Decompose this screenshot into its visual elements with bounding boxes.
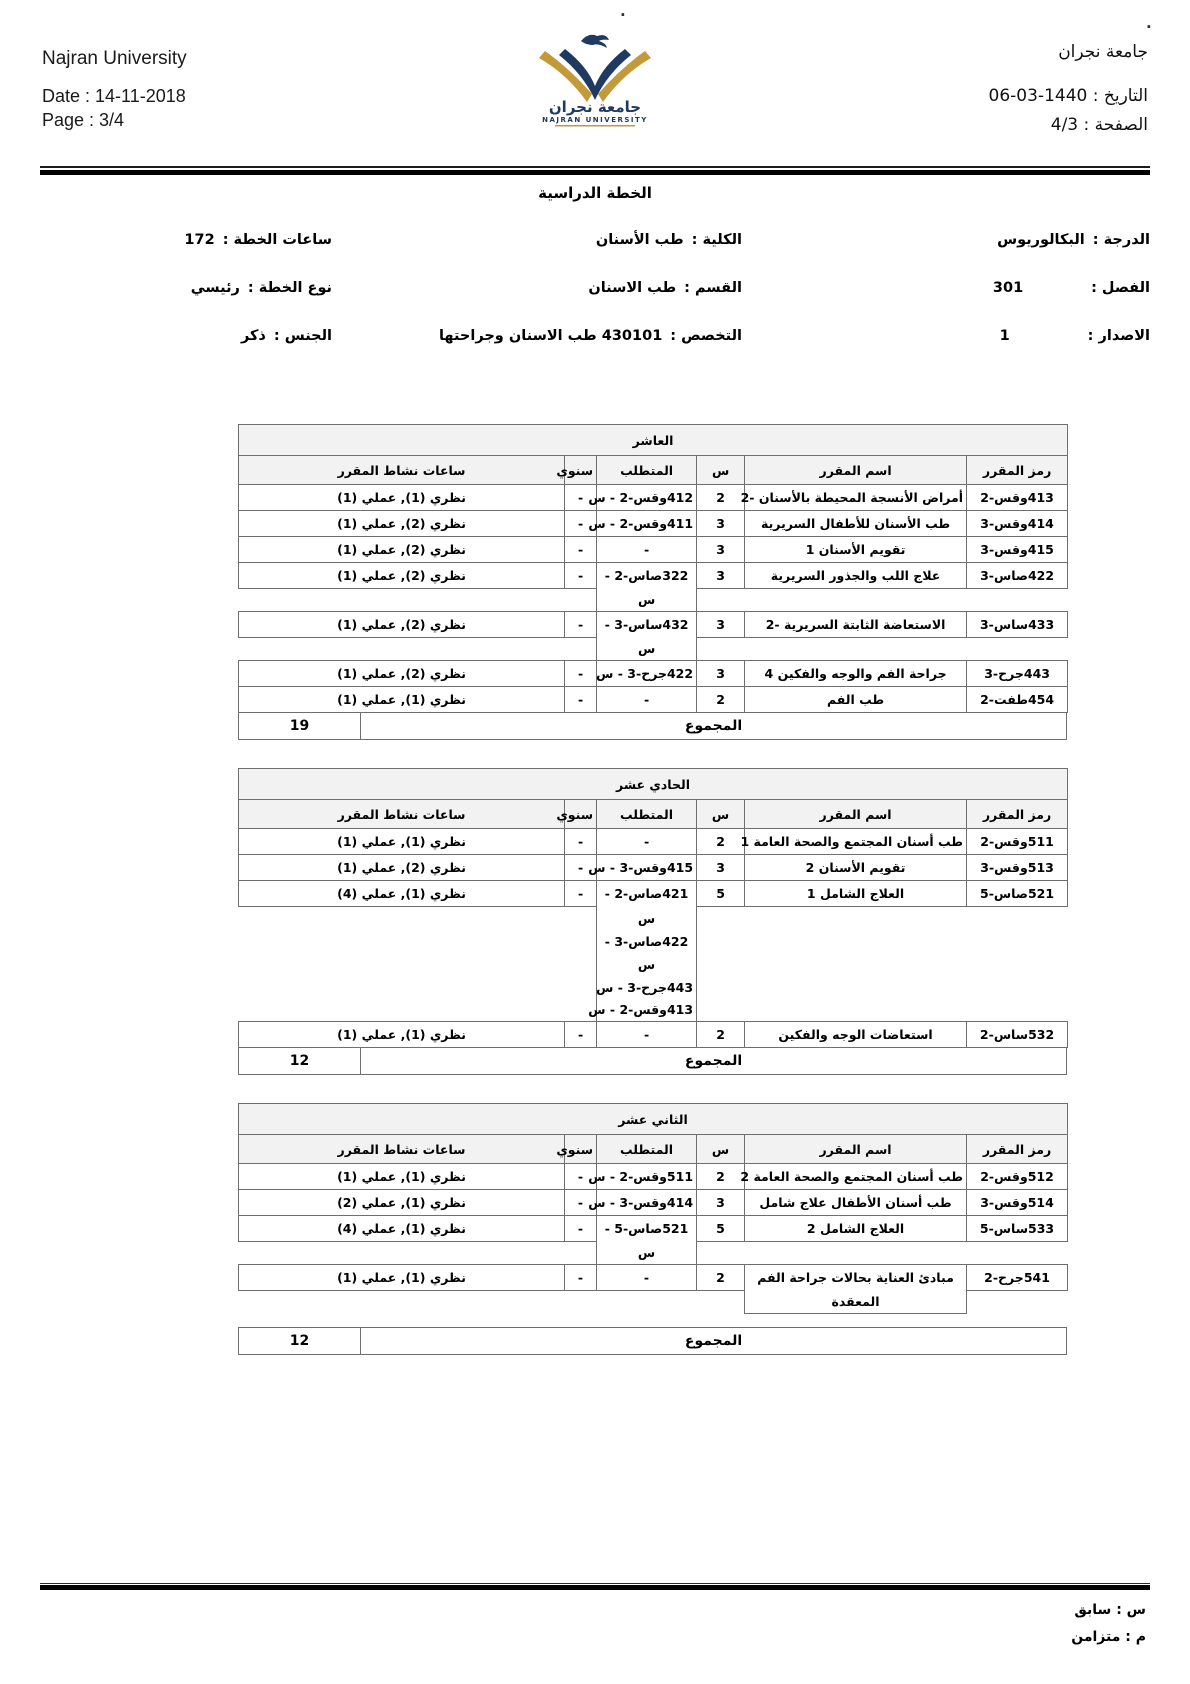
cell-hours: 2 (697, 687, 745, 713)
document-title: الخطة الدراسية (538, 184, 652, 202)
cell-annual: - (565, 563, 597, 589)
cell-activity: نظري (1), عملي (1) (239, 687, 565, 713)
gap-cell (565, 1291, 597, 1314)
course-row-overflow (239, 999, 1068, 1022)
cell-prereq: 511وقس-2 - س (597, 1164, 697, 1190)
cell-name: مبادئ العناية بحالات جراحة الفم (745, 1265, 967, 1291)
gap-cell (565, 953, 597, 976)
semester-title: الحادي عشر (239, 769, 1068, 800)
cell-prereq-overflow: س (597, 953, 697, 976)
cell-code: 433ساس-3 (967, 612, 1068, 638)
cell-annual: - (565, 661, 597, 687)
gap-cell (239, 976, 565, 999)
gap-cell (697, 999, 745, 1022)
column-header-row (239, 800, 1068, 829)
course-row (239, 511, 1068, 537)
course-row-overflow (239, 907, 1068, 930)
cell-prereq: - (597, 1022, 697, 1048)
column-header: المتطلب (597, 1135, 697, 1164)
column-header: المتطلب (597, 800, 697, 829)
print-artifact-dot: . (620, 2, 626, 20)
column-header: المتطلب (597, 456, 697, 485)
column-header: س (697, 800, 745, 829)
gap-cell (239, 638, 565, 661)
cell-name: طب الأسنان للأطفال السريرية (745, 511, 967, 537)
cell-annual: - (565, 485, 597, 511)
gap-cell (239, 999, 565, 1022)
cell-name: استعاضات الوجه والفكين (745, 1022, 967, 1048)
gap-cell (697, 976, 745, 999)
column-header: سنوي (565, 456, 597, 485)
column-header: ساعات نشاط المقرر (239, 456, 565, 485)
cell-prereq: - (597, 537, 697, 563)
column-header: س (697, 456, 745, 485)
total-label: المجموع (360, 1047, 1067, 1075)
cell-hours: 3 (697, 855, 745, 881)
cell-annual: - (565, 511, 597, 537)
info-label: الكلية : (691, 232, 742, 248)
course-row-overflow (239, 1291, 1068, 1314)
cell-hours: 2 (697, 1164, 745, 1190)
gap-cell (697, 589, 745, 612)
cell-annual: - (565, 881, 597, 907)
gap-cell (697, 638, 745, 661)
gap-cell (239, 930, 565, 953)
cell-code: 422صاس-3 (967, 563, 1068, 589)
gap-cell (967, 638, 1068, 661)
page-line-ar: الصفحة : 4/3 (1050, 115, 1148, 135)
course-row (239, 485, 1068, 511)
course-row (239, 1216, 1068, 1242)
course-row-overflow (239, 953, 1068, 976)
cell-prereq: 422جرح-3 - س (597, 661, 697, 687)
logo-title-ar: جامعة نجران (548, 98, 642, 116)
plan-table-body (239, 425, 1068, 713)
gap-cell (597, 1291, 697, 1314)
column-header: سنوي (565, 800, 597, 829)
cell-hours: 2 (697, 485, 745, 511)
course-row (239, 537, 1068, 563)
date-line-en: Date : 14-11-2018 (42, 86, 186, 106)
gap-cell (745, 930, 967, 953)
gap-cell (745, 907, 967, 930)
cell-annual: - (565, 1216, 597, 1242)
course-row-overflow (239, 638, 1068, 661)
header-right (989, 42, 1149, 135)
course-row (239, 1190, 1068, 1216)
cell-activity: نظري (2), عملي (1) (239, 661, 565, 687)
logo-underline (555, 125, 635, 127)
cell-annual: - (565, 1022, 597, 1048)
cell-activity: نظري (1), عملي (4) (239, 1216, 565, 1242)
cell-prereq: 521صاس-5 - (597, 1216, 697, 1242)
gap-cell (697, 1291, 745, 1314)
info-value: 430101 طب الاسنان وجراحتها (438, 328, 663, 344)
gap-cell (565, 907, 597, 930)
course-row (239, 829, 1068, 855)
cell-code: 541جرح-2 (967, 1265, 1068, 1291)
info-label: ساعات الخطة : (222, 232, 332, 248)
column-header: اسم المقرر (745, 456, 967, 485)
gap-cell (239, 1242, 565, 1265)
gap-cell (697, 930, 745, 953)
gap-cell (697, 1242, 745, 1265)
cell-annual: - (565, 687, 597, 713)
plan-table-body (239, 1104, 1068, 1314)
total-label: المجموع (360, 712, 1067, 740)
course-row-overflow (239, 976, 1068, 999)
info-value: ذكر (240, 328, 266, 344)
footnote-concurrent: م : متزامن (1071, 1629, 1146, 1645)
total-row (238, 1327, 1067, 1355)
course-row (239, 1265, 1068, 1291)
plan-table (238, 768, 1068, 1048)
column-header: رمز المقرر (967, 1135, 1068, 1164)
cell-annual: - (565, 1190, 597, 1216)
gap-cell (745, 953, 967, 976)
gap-cell (967, 589, 1068, 612)
university-name-en: Najran University (42, 48, 187, 69)
cell-code: 513وقس-3 (967, 855, 1068, 881)
semester-table-eleventh (238, 768, 1067, 1075)
footer-divider (40, 1583, 1150, 1590)
gap-cell (967, 907, 1068, 930)
info-label: القسم : (684, 280, 742, 296)
cell-activity: نظري (1), عملي (1) (239, 1022, 565, 1048)
info-department (402, 280, 742, 300)
cell-prereq-overflow: س (597, 638, 697, 661)
cell-prereq: 415وقس-3 - س (597, 855, 697, 881)
total-value: 19 (238, 712, 360, 740)
cell-code: 413وقس-2 (967, 485, 1068, 511)
info-label: الجنس : (273, 328, 332, 344)
course-row (239, 687, 1068, 713)
logo-bird-icon (581, 35, 609, 48)
course-row (239, 855, 1068, 881)
cell-activity: نظري (2), عملي (1) (239, 511, 565, 537)
gap-cell (565, 589, 597, 612)
semester-title-row (239, 1104, 1068, 1135)
total-row (238, 1047, 1067, 1075)
cell-activity: نظري (2), عملي (1) (239, 612, 565, 638)
info-value: طب الأسنان (595, 232, 684, 248)
cell-prereq: 414وقس-3 - س (597, 1190, 697, 1216)
column-header: اسم المقرر (745, 1135, 967, 1164)
footnote-previous: س : سابق (1074, 1602, 1146, 1618)
page-line-en: Page : 3/4 (42, 110, 125, 130)
info-label: الدرجة : (1092, 232, 1150, 248)
info-degree (820, 232, 1150, 252)
total-row (238, 712, 1067, 740)
column-header: سنوي (565, 1135, 597, 1164)
info-value: 172 (184, 232, 215, 248)
semester-title-row (239, 425, 1068, 456)
university-logo (515, 28, 675, 132)
info-label: نوع الخطة : (247, 280, 332, 296)
cell-prereq: 421صاس-2 - (597, 881, 697, 907)
cell-name: أمراض الأنسجة المحيطة بالأسنان -2 (745, 485, 967, 511)
cell-prereq: 322صاس-2 - (597, 563, 697, 589)
column-header-row (239, 456, 1068, 485)
gap-cell (239, 1291, 565, 1314)
semester-table-tenth (238, 424, 1067, 740)
info-major (402, 328, 742, 348)
cell-activity: نظري (1), عملي (4) (239, 881, 565, 907)
cell-activity: نظري (1), عملي (1) (239, 829, 565, 855)
gap-cell (565, 930, 597, 953)
info-semester (820, 280, 1150, 300)
gap-cell (239, 953, 565, 976)
gap-cell (967, 1291, 1068, 1314)
header-divider (40, 166, 1150, 175)
date-line-ar: التاريخ : 1440-03-06 (988, 86, 1148, 106)
header-left (42, 48, 187, 131)
gap-cell (967, 953, 1068, 976)
total-value: 12 (238, 1327, 360, 1355)
cell-hours: 2 (697, 1022, 745, 1048)
column-header: ساعات نشاط المقرر (239, 800, 565, 829)
cell-name: جراحة الفم والوجه والفكين 4 (745, 661, 967, 687)
gap-cell (239, 907, 565, 930)
gap-cell (745, 589, 967, 612)
cell-name: طب أسنان المجتمع والصحة العامة 2 (745, 1164, 967, 1190)
cell-activity: نظري (2), عملي (1) (239, 855, 565, 881)
course-row-overflow (239, 589, 1068, 612)
cell-hours: 2 (697, 1265, 745, 1291)
column-header-row (239, 1135, 1068, 1164)
column-header: رمز المقرر (967, 456, 1068, 485)
cell-hours: 3 (697, 563, 745, 589)
gap-cell (745, 1242, 967, 1265)
semester-table-twelfth (238, 1103, 1067, 1355)
logo-graphic (515, 28, 675, 128)
info-plan-hours (2, 232, 332, 252)
cell-prereq-overflow: س (597, 589, 697, 612)
cell-activity: نظري (1), عملي (1) (239, 1164, 565, 1190)
gap-cell (967, 976, 1068, 999)
course-row (239, 1022, 1068, 1048)
cell-prereq-overflow: 422صاس-3 - (597, 930, 697, 953)
cell-name: طب أسنان المجتمع والصحة العامة 1 (745, 829, 967, 855)
cell-prereq: - (597, 829, 697, 855)
info-column-right (820, 232, 1150, 376)
footer-legend (1071, 1602, 1146, 1656)
cell-code: 512وقس-2 (967, 1164, 1068, 1190)
cell-annual: - (565, 855, 597, 881)
cell-code: 415وقس-3 (967, 537, 1068, 563)
plan-table-body (239, 769, 1068, 1048)
cell-annual: - (565, 1164, 597, 1190)
cell-name: العلاج الشامل 1 (745, 881, 967, 907)
cell-annual: - (565, 829, 597, 855)
gap-cell (697, 953, 745, 976)
cell-name: علاج اللب والجذور السريرية (745, 563, 967, 589)
gap-cell (745, 976, 967, 999)
semester-title: الثاني عشر (239, 1104, 1068, 1135)
semester-title: العاشر (239, 425, 1068, 456)
cell-prereq: 412وقس-2 - س (597, 485, 697, 511)
cell-prereq-overflow: 443جرح-3 - س (597, 976, 697, 999)
total-label: المجموع (360, 1327, 1067, 1355)
info-label: الفصل : (1091, 280, 1150, 296)
cell-name: تقويم الأسنان 2 (745, 855, 967, 881)
info-value: رئيسي (190, 280, 240, 296)
semester-tables (238, 424, 1067, 1383)
cell-code: 454طفت-2 (967, 687, 1068, 713)
cell-annual: - (565, 537, 597, 563)
course-row (239, 1164, 1068, 1190)
cell-prereq: - (597, 1265, 697, 1291)
info-gender (2, 328, 332, 348)
cell-name: الاستعاضة الثابتة السريرية -2 (745, 612, 967, 638)
cell-name: طب الفم (745, 687, 967, 713)
cell-name: العلاج الشامل 2 (745, 1216, 967, 1242)
cell-prereq: 432ساس-3 - (597, 612, 697, 638)
info-value: 1 (999, 328, 1010, 344)
cell-prereq-overflow: س (597, 1242, 697, 1265)
gap-cell (239, 589, 565, 612)
cell-activity: نظري (2), عملي (1) (239, 563, 565, 589)
cell-hours: 3 (697, 511, 745, 537)
info-label: التخصص : (670, 328, 742, 344)
info-plan-type (2, 280, 332, 300)
column-header: س (697, 1135, 745, 1164)
cell-activity: نظري (1), عملي (1) (239, 1265, 565, 1291)
gap-cell (967, 999, 1068, 1022)
cell-activity: نظري (1), عملي (1) (239, 485, 565, 511)
info-column-left (2, 232, 332, 376)
university-name-ar: جامعة نجران (1058, 42, 1148, 62)
cell-name: تقويم الأسنان 1 (745, 537, 967, 563)
info-version (820, 328, 1150, 348)
column-header: اسم المقرر (745, 800, 967, 829)
gap-cell (565, 1242, 597, 1265)
gap-cell (745, 999, 967, 1022)
gap-cell (745, 638, 967, 661)
semester-title-row (239, 769, 1068, 800)
cell-hours: 5 (697, 881, 745, 907)
logo-title-en: NAJRAN UNIVERSITY (542, 116, 648, 124)
cell-hours: 3 (697, 1190, 745, 1216)
course-row (239, 881, 1068, 907)
plan-table (238, 1103, 1068, 1314)
info-value: البكالوريوس (997, 232, 1085, 248)
gap-cell (697, 907, 745, 930)
cell-annual: - (565, 1265, 597, 1291)
course-row (239, 563, 1068, 589)
cell-code: 521صاس-5 (967, 881, 1068, 907)
column-header: ساعات نشاط المقرر (239, 1135, 565, 1164)
course-row (239, 661, 1068, 687)
cell-hours: 3 (697, 661, 745, 687)
cell-name: طب أسنان الأطفال علاج شامل (745, 1190, 967, 1216)
cell-hours: 5 (697, 1216, 745, 1242)
cell-hours: 3 (697, 612, 745, 638)
cell-code: 511وقس-2 (967, 829, 1068, 855)
course-row-overflow (239, 1242, 1068, 1265)
cell-annual: - (565, 612, 597, 638)
cell-code: 514وقس-3 (967, 1190, 1068, 1216)
info-value: 301 (992, 280, 1024, 296)
info-label: الاصدار : (1087, 328, 1150, 344)
info-column-middle (402, 232, 742, 376)
plan-table (238, 424, 1068, 713)
total-value: 12 (238, 1047, 360, 1075)
gap-cell (565, 638, 597, 661)
cell-hours: 3 (697, 537, 745, 563)
cell-hours: 2 (697, 829, 745, 855)
cell-activity: نظري (2), عملي (1) (239, 537, 565, 563)
cell-prereq-overflow: 413وقس-2 - س (597, 999, 697, 1022)
gap-cell (967, 930, 1068, 953)
print-artifact-dot: . (1146, 14, 1152, 32)
column-header: رمز المقرر (967, 800, 1068, 829)
cell-name-overflow: المعقدة (745, 1291, 967, 1314)
cell-prereq-overflow: س (597, 907, 697, 930)
info-value: طب الاسنان (588, 280, 677, 296)
cell-activity: نظري (1), عملي (2) (239, 1190, 565, 1216)
cell-code: 443جرح-3 (967, 661, 1068, 687)
cell-prereq: - (597, 687, 697, 713)
cell-code: 532ساس-2 (967, 1022, 1068, 1048)
course-row (239, 612, 1068, 638)
cell-code: 533ساس-5 (967, 1216, 1068, 1242)
info-college (402, 232, 742, 252)
course-row-overflow (239, 930, 1068, 953)
gap-cell (967, 1242, 1068, 1265)
cell-code: 414وقس-3 (967, 511, 1068, 537)
cell-prereq: 411وقس-2 - س (597, 511, 697, 537)
gap-cell (565, 976, 597, 999)
